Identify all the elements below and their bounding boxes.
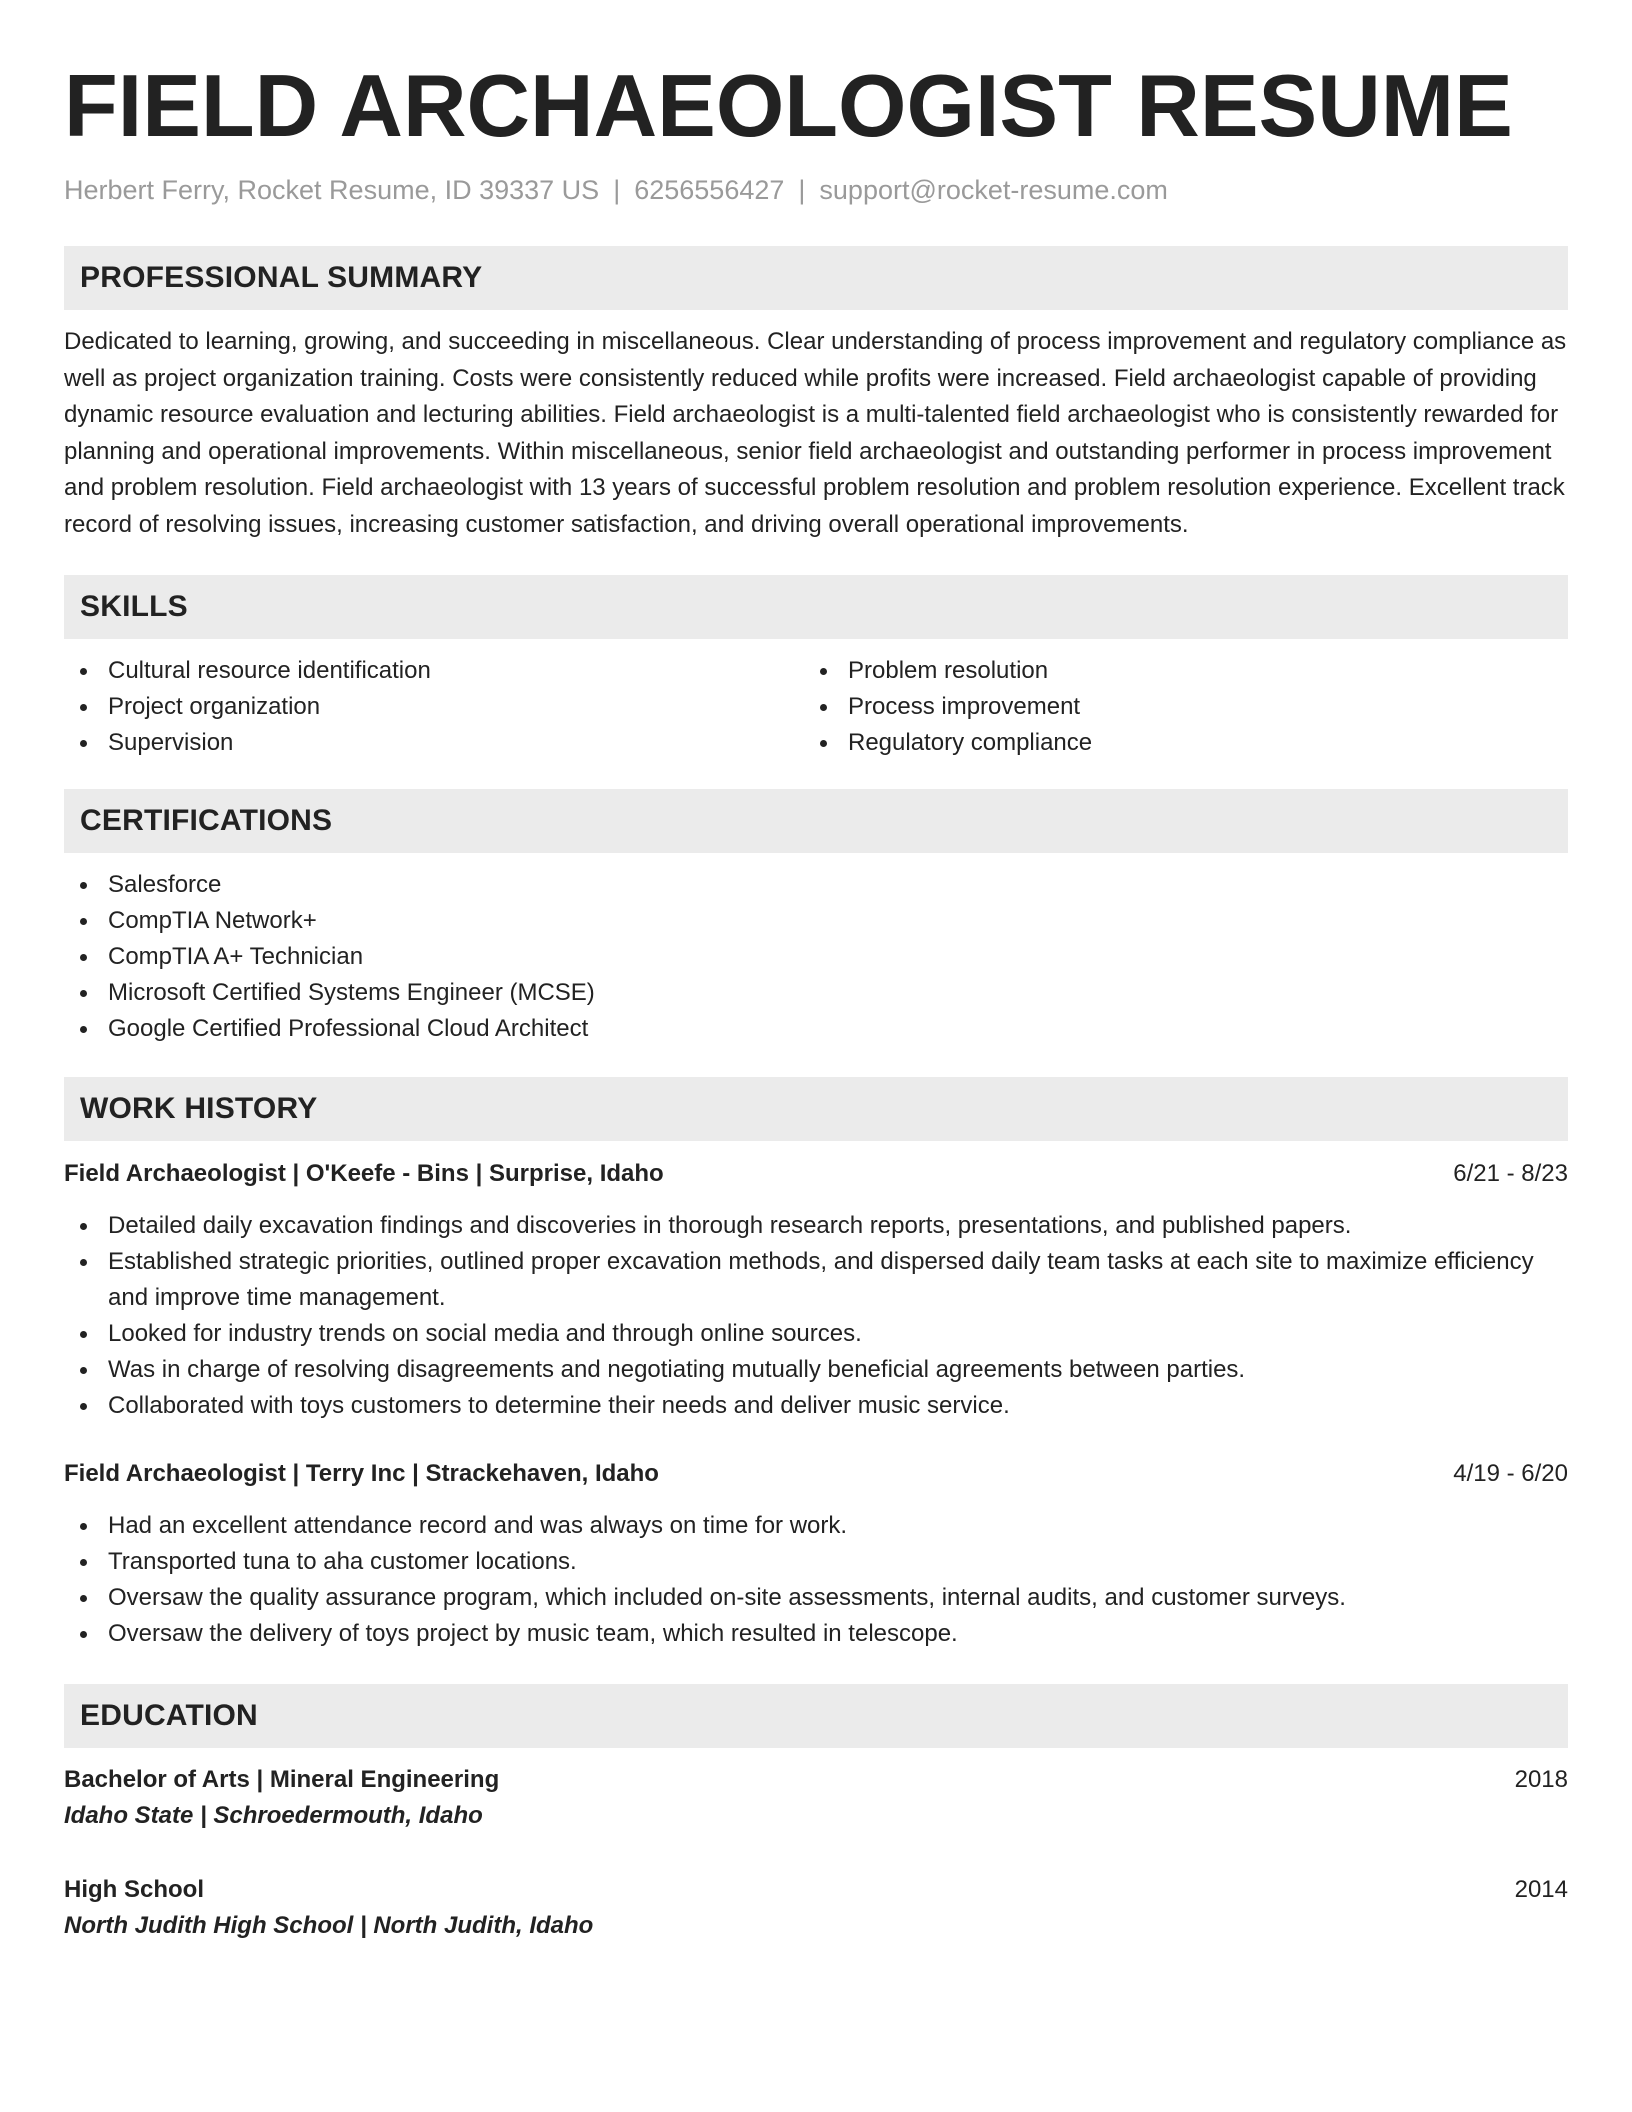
job-bullet: Oversaw the delivery of toys project by music team, which resulted in telescope. bbox=[64, 1616, 1568, 1652]
resume-title: FIELD ARCHAEOLOGIST RESUME bbox=[64, 56, 1513, 155]
job-bullet: Looked for industry trends on social media and through online sources. bbox=[64, 1316, 1568, 1352]
contact-separator: | bbox=[798, 175, 806, 205]
job-dates: 4/19 - 6/20 bbox=[1453, 1460, 1568, 1487]
job-title: Field Archaeologist | Terry Inc | Strackehaven, Idaho bbox=[64, 1460, 659, 1487]
skill-item: Cultural resource identification bbox=[64, 653, 804, 689]
contact-line bbox=[64, 172, 1568, 208]
job-bullet: Transported tuna to aha customer locations. bbox=[64, 1544, 1568, 1580]
skills-heading: SKILLS bbox=[64, 575, 1568, 639]
job-title: Field Archaeologist | O'Keefe - Bins | Surprise, Idaho bbox=[64, 1160, 664, 1187]
skills-section bbox=[64, 575, 1568, 761]
job-bullet: Collaborated with toys customers to determine their needs and deliver music service. bbox=[64, 1388, 1568, 1424]
job-bullets bbox=[64, 1508, 1568, 1652]
certifications-list bbox=[64, 867, 1568, 1047]
certifications-heading: CERTIFICATIONS bbox=[64, 789, 1568, 853]
job-bullets bbox=[64, 1208, 1568, 1424]
education-header bbox=[64, 1872, 1568, 1908]
job-bullet: Oversaw the quality assurance program, which included on-site assessments, internal audits, and customer surveys. bbox=[64, 1580, 1568, 1616]
certifications-section bbox=[64, 789, 1568, 1047]
work-heading: WORK HISTORY bbox=[64, 1077, 1568, 1141]
certification-item: CompTIA A+ Technician bbox=[64, 939, 1568, 975]
job-bullet: Was in charge of resolving disagreements and negotiating mutually beneficial agreements between parties. bbox=[64, 1352, 1568, 1388]
work-section bbox=[64, 1077, 1568, 1652]
skills-grid bbox=[64, 653, 1568, 761]
skill-item: Project organization bbox=[64, 689, 804, 725]
job-header bbox=[64, 1156, 1568, 1192]
skills-list-left bbox=[64, 653, 804, 761]
skill-item: Problem resolution bbox=[804, 653, 1544, 689]
contact-address: Herbert Ferry, Rocket Resume, ID 39337 US bbox=[64, 175, 600, 205]
job-bullet: Had an excellent attendance record and was always on time for work. bbox=[64, 1508, 1568, 1544]
education-school: Idaho State | Schroedermouth, Idaho bbox=[64, 1802, 483, 1829]
education-year: 2018 bbox=[1514, 1766, 1568, 1793]
education-degree: Bachelor of Arts | Mineral Engineering bbox=[64, 1766, 500, 1793]
education-header bbox=[64, 1762, 1568, 1798]
job-bullet: Detailed daily excavation findings and discoveries in thorough research reports, presentations, and published papers. bbox=[64, 1208, 1568, 1244]
certification-item: Google Certified Professional Cloud Architect bbox=[64, 1011, 1568, 1047]
education-year: 2014 bbox=[1514, 1876, 1568, 1903]
education-degree: High School bbox=[64, 1876, 204, 1903]
summary-section bbox=[64, 246, 1568, 543]
education-entry bbox=[64, 1762, 1568, 1834]
education-heading: EDUCATION bbox=[64, 1684, 1568, 1748]
skill-item: Process improvement bbox=[804, 689, 1544, 725]
job-dates: 6/21 - 8/23 bbox=[1453, 1160, 1568, 1187]
job-header bbox=[64, 1456, 1568, 1492]
summary-text: Dedicated to learning, growing, and succeeding in miscellaneous. Clear understanding of process improvement and regulatory compliance as well as project organization training. Costs were consistently reduced while profits were increased. Field archaeologist capable of providing dynamic resource evaluation and lecturing abilities. Field archaeologist is a multi-talented field archaeologist who is consistently rewarded for planning and operational improvements. Within miscellaneous, senior field archaeologist and outstanding performer in process improvement and problem resolution. Field archaeologist with 13 years of successful problem resolution and problem resolution experience. Excellent track record of resolving issues, increasing customer satisfaction, and driving overall operational improvements. bbox=[64, 328, 1567, 538]
contact-separator: | bbox=[613, 175, 621, 205]
skills-list-right bbox=[804, 653, 1544, 761]
education-entry bbox=[64, 1872, 1568, 1944]
skill-item: Supervision bbox=[64, 725, 804, 761]
contact-phone: 6256556427 bbox=[634, 175, 785, 205]
certification-item: Salesforce bbox=[64, 867, 1568, 903]
job-bullet: Established strategic priorities, outlined proper excavation methods, and dispersed daily team tasks at each site to maximize efficiency and improve time management. bbox=[64, 1244, 1568, 1316]
education-section bbox=[64, 1684, 1568, 1944]
job-entry bbox=[64, 1456, 1568, 1652]
skill-item: Regulatory compliance bbox=[804, 725, 1544, 761]
contact-email[interactable]: support@rocket-resume.com bbox=[819, 175, 1168, 205]
certification-item: CompTIA Network+ bbox=[64, 903, 1568, 939]
summary-heading: PROFESSIONAL SUMMARY bbox=[64, 246, 1568, 310]
certification-item: Microsoft Certified Systems Engineer (MCSE) bbox=[64, 975, 1568, 1011]
education-school: North Judith High School | North Judith, Idaho bbox=[64, 1912, 594, 1939]
job-entry bbox=[64, 1156, 1568, 1424]
